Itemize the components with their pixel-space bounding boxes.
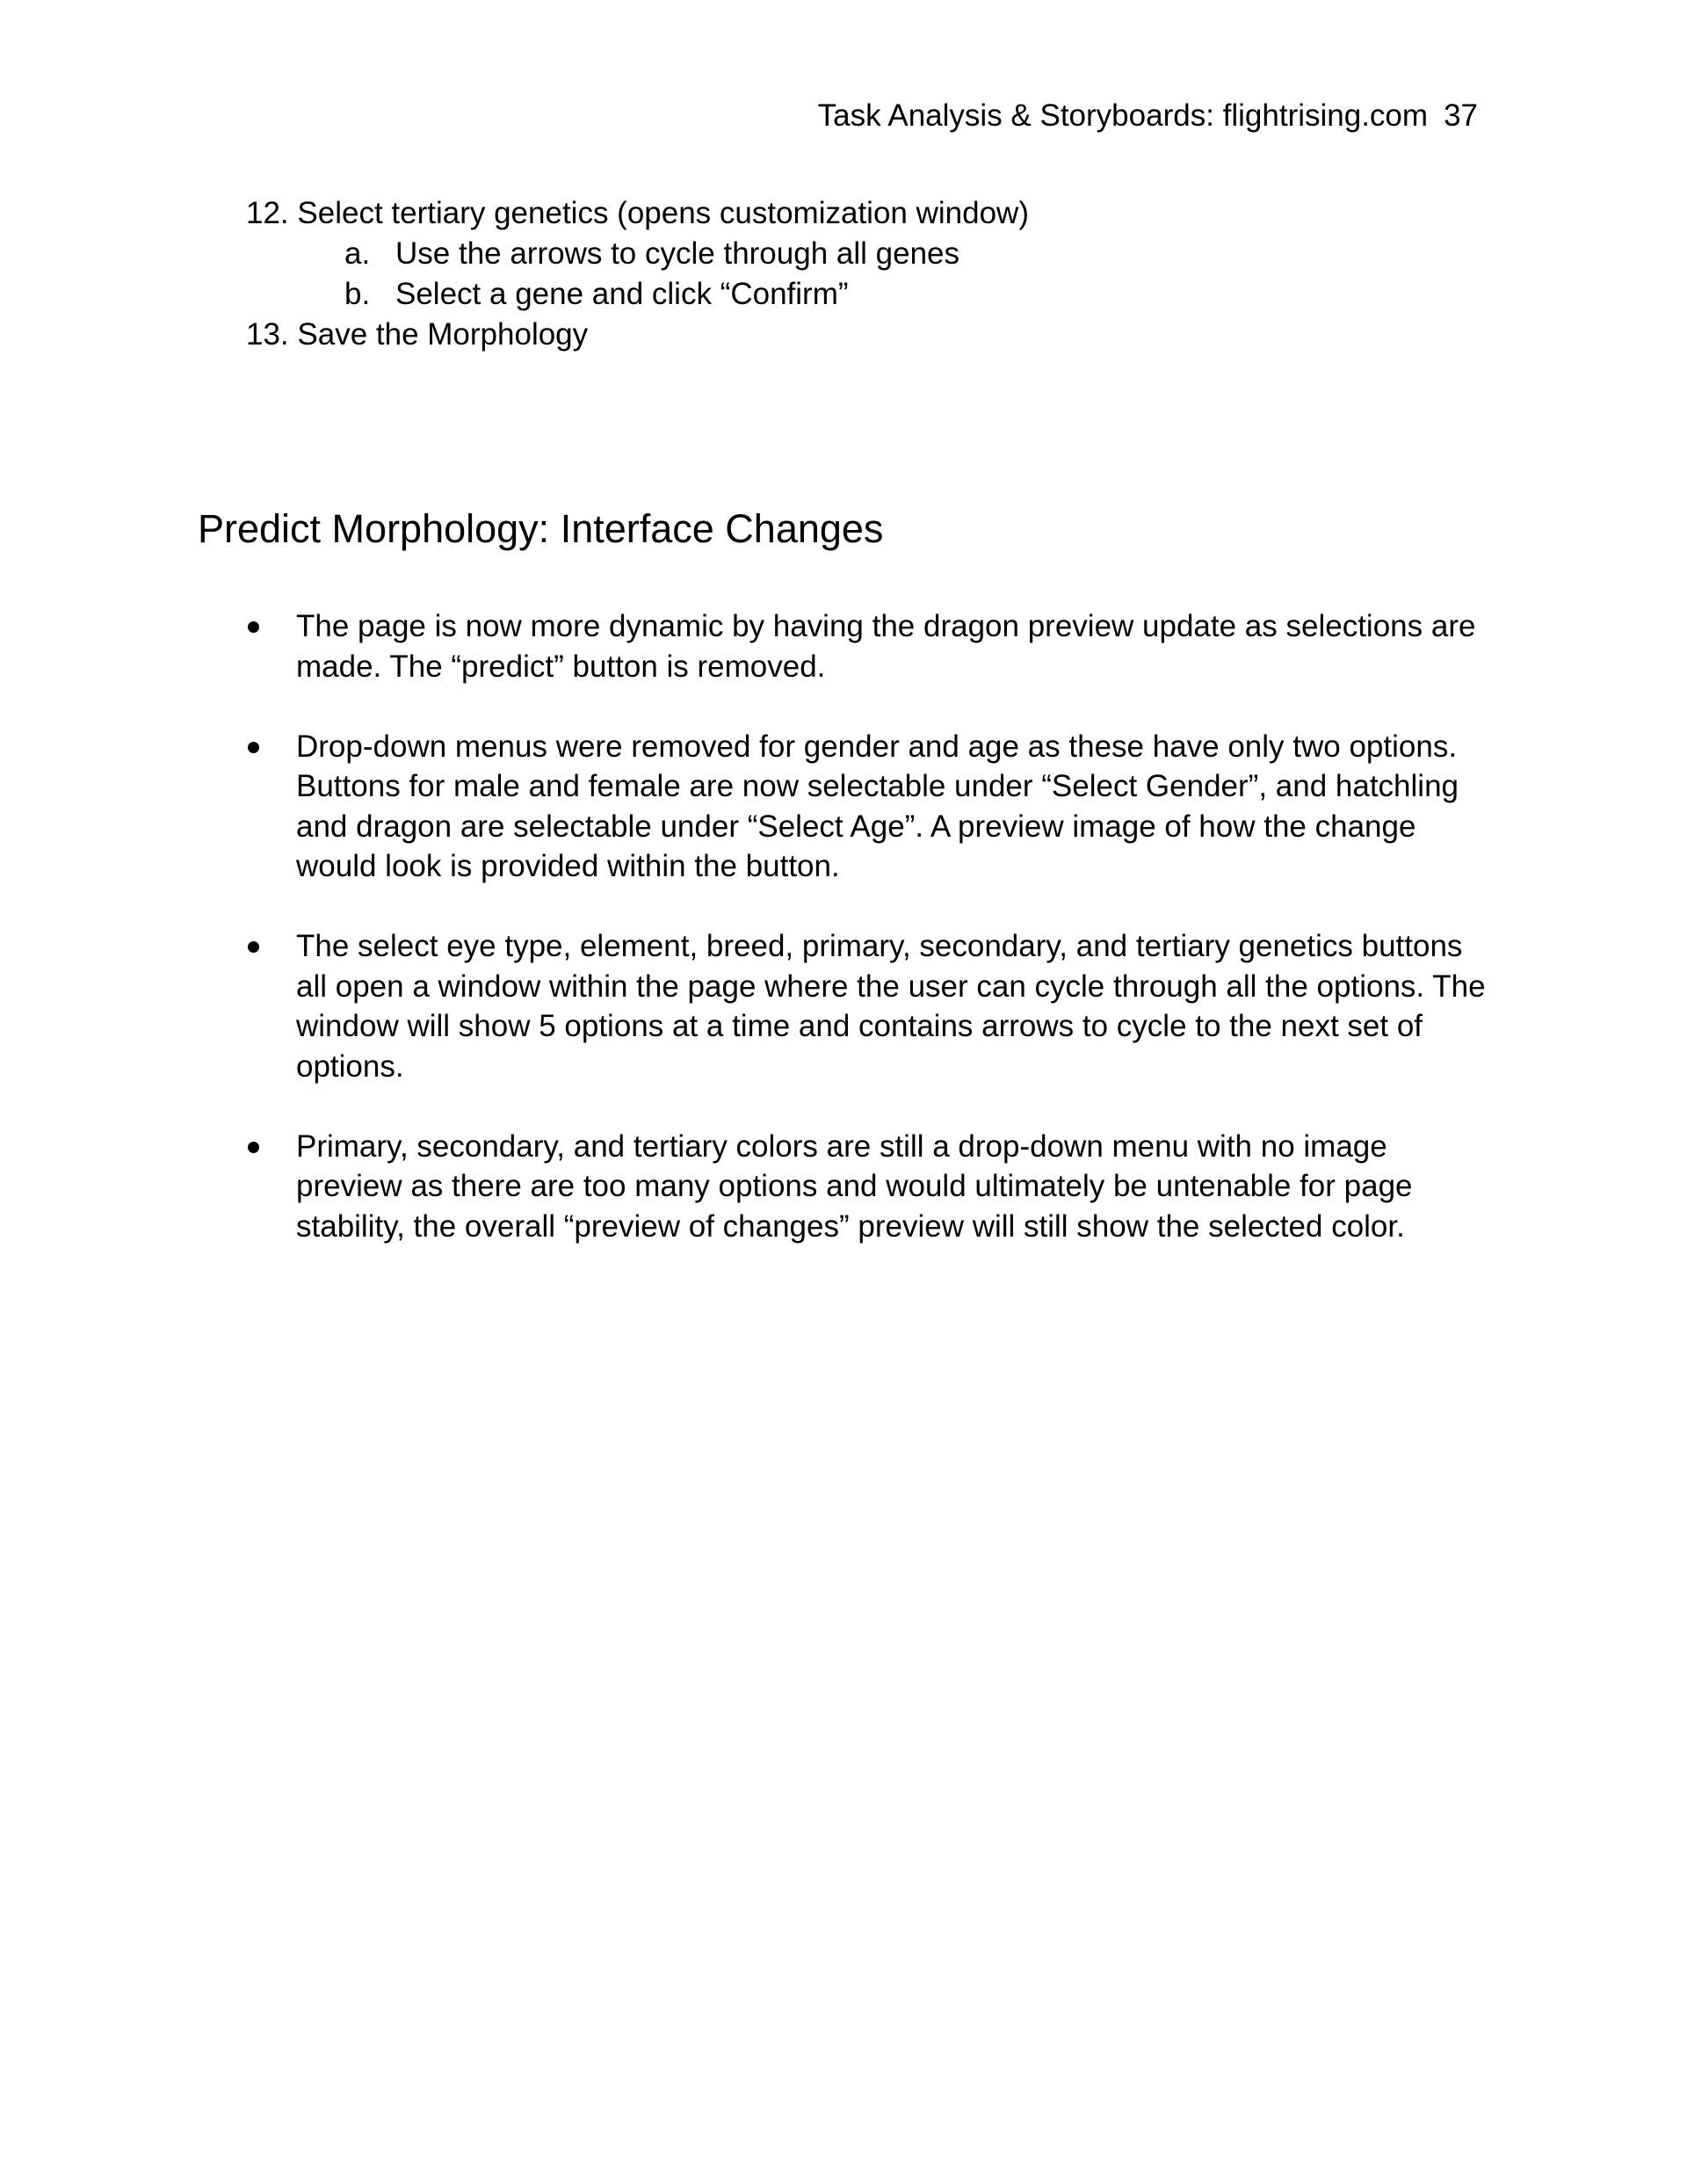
- bullet-item: [246, 727, 1494, 887]
- step-number: 12.: [246, 196, 289, 230]
- bullet-icon: [248, 742, 259, 753]
- bullet-text: Drop-down menus were removed for gender and age as these have only two options. Buttons for male and female are now selectable under “Select Gender”, and hatchling and dragon are selectable under “Select Age”. A preview image of how the change would look is provided within the button.: [296, 729, 1459, 883]
- running-header: [818, 95, 1478, 137]
- substep-letter: a.: [344, 236, 371, 271]
- substep-text: Use the arrows to cycle through all genes: [395, 236, 959, 271]
- bullet-item: [246, 1127, 1494, 1247]
- bullet-icon: [248, 621, 259, 633]
- bullet-item: [246, 606, 1494, 686]
- header-title: Task Analysis & Storyboards: flightrising.com: [817, 98, 1429, 133]
- step-text: Select tertiary genetics (opens customization window): [297, 196, 1029, 230]
- bullet-text: Primary, secondary, and tertiary colors are still a drop-down menu with no image preview as there are too many options and would ultimately be untenable for page stability, the overall “preview of changes” preview will still show the selected color.: [296, 1128, 1413, 1244]
- interface-changes-list: [246, 606, 1494, 1287]
- page-number: 37: [1444, 98, 1478, 133]
- bullet-item: [246, 926, 1494, 1086]
- substep-letter: b.: [344, 277, 371, 311]
- task-steps-list: [246, 193, 1511, 355]
- bullet-text: The select eye type, element, breed, primary, secondary, and tertiary genetics buttons all open a window within the page where the user can cycle through all the options. The window will show 5 options at a time and contains arrows to cycle to the next set of options.: [296, 929, 1486, 1084]
- step-number: 13.: [246, 317, 289, 352]
- step-item: [246, 315, 1511, 355]
- substep-text: Select a gene and click “Confirm”: [395, 277, 849, 311]
- step-text: Save the Morphology: [297, 317, 589, 352]
- step-item: [246, 193, 1511, 234]
- bullet-text: The page is now more dynamic by having the dragon preview update as selections are made. The “predict” button is removed.: [296, 609, 1476, 684]
- bullet-icon: [248, 1142, 259, 1153]
- substep-item: [246, 234, 1511, 274]
- substep-item: [246, 274, 1511, 315]
- bullet-icon: [248, 941, 259, 953]
- section-heading: Predict Morphology: Interface Changes: [198, 506, 884, 551]
